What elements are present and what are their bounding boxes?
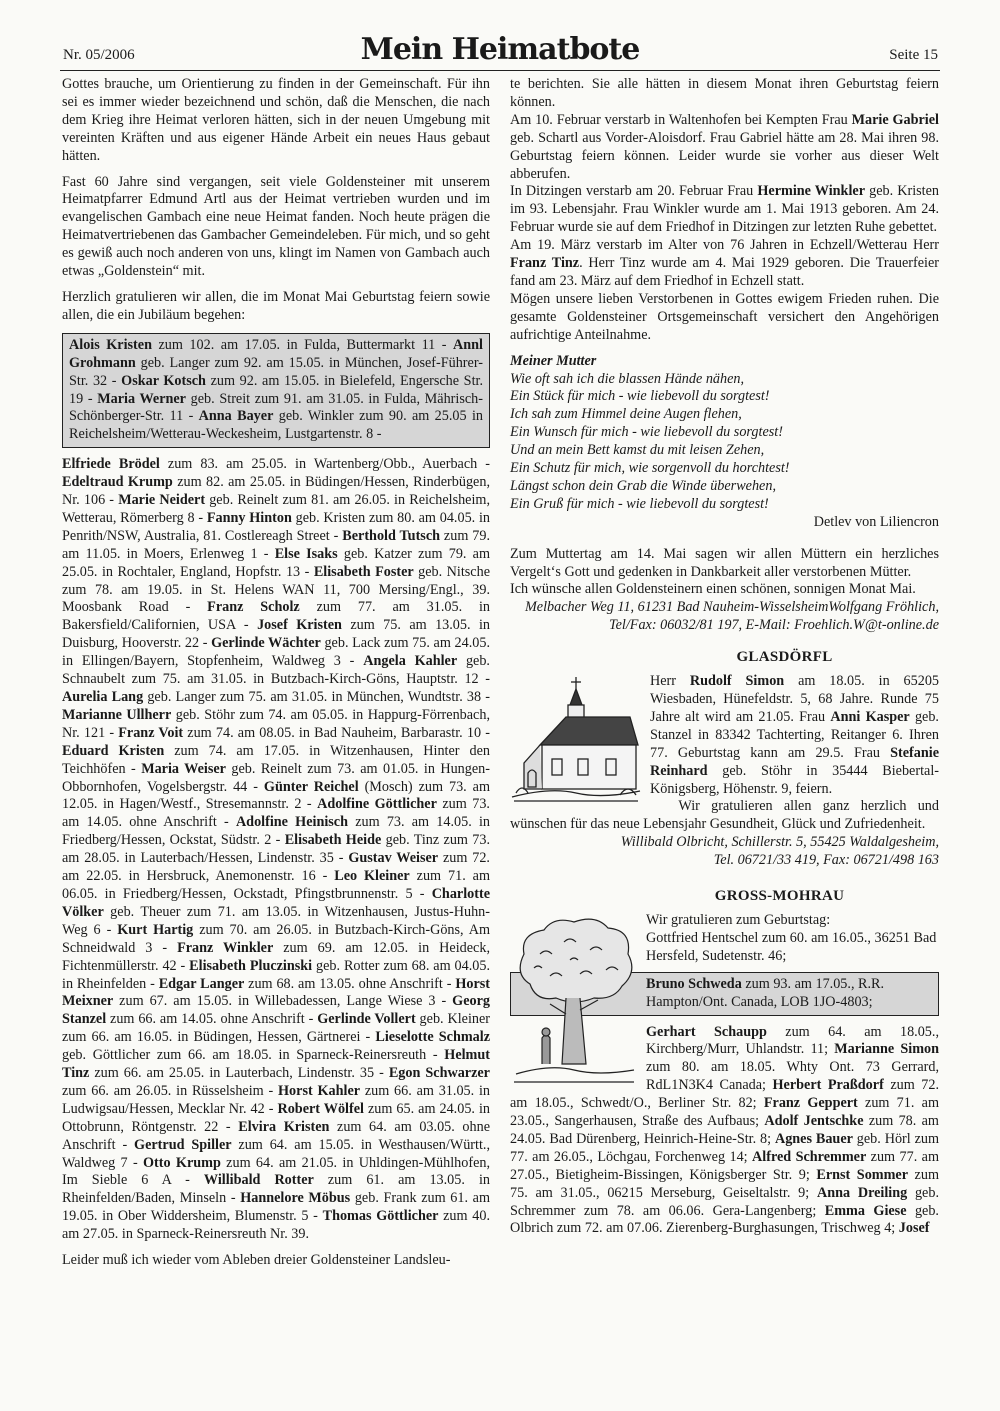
person-details: geb. Kristen zum 80. am 04.05. in Penrith/NSW, Australia, 81. Costlereagh Street -	[62, 509, 491, 544]
person-details: zum 72. am 18.05., Schwedt/O., Berliner Str. 82;	[510, 1077, 939, 1112]
person-name: Edgar Langer	[158, 975, 245, 992]
person-name: Helmut Tinz	[62, 1047, 490, 1082]
person-details: zum 92. am 15.05. in Bielefeld, Engersche Str. 19 -	[69, 372, 484, 407]
person-details: Herr	[650, 673, 690, 690]
tree-illustration	[510, 914, 638, 1086]
person-details: zum 72. am 22.05. in Hersbruck, Anemonenstr. 16 -	[62, 850, 490, 885]
person-name: Marie Neidert	[118, 492, 206, 509]
person-details: geb. Frank zum 61. am 19.05. in Ober Widdersheim, Blumenstr. 5 -	[62, 1190, 490, 1225]
person-details: zum 73. am 14.05. ohne Anschrift -	[62, 796, 490, 831]
mothers-day-paragraph: Zum Muttertag am 14. Mai sagen wir allen Müttern ein herzliches Vergelt‘s Gott und gedenken in Dankbarkeit aller verstorbenen Mütter.	[510, 545, 939, 580]
person-name: Horst Kahler	[278, 1082, 361, 1099]
gambach-paragraph: Fast 60 Jahre sind vergangen, seit viele Goldensteiner mit unserem Heimatpfarrer Edmund Artl aus der Heimat vertrieben wurden und im evangelischen Gambach eine neue Heimat fanden. Noch heute prägen die Heimatvertriebenen das Gambacher Gemeindeleben. Für mich, und so geht es gewiß auch noch anderen von uns, klingt im Namen von Gambach auch etwas „Goldenstein“ mit.	[62, 173, 490, 280]
glasdorfl-section	[510, 673, 939, 834]
person-name: Günter Reichel	[263, 778, 359, 795]
person-name: Alois Kristen	[69, 336, 152, 353]
person-name: Elfriede Brödel	[62, 456, 160, 473]
person-name: Robert Wölfel	[277, 1100, 364, 1117]
person-name: Otto Krump	[143, 1154, 221, 1171]
person-name: Josef	[898, 1220, 930, 1237]
poem-line: Ein Schutz für mich, wie sorgenvoll du horchtest!	[510, 460, 790, 477]
obituary-winkler: In Ditzingen verstarb am 20. Februar Frau Hermine Winkler geb. Kristen im 93. Lebensjahr. Frau Winkler wurde am 1. Mai 1913 geboren. Am 24. Februar wurde sie auf dem Friedhof in Ditzingen zur letzten Ruhe gebettet.	[510, 183, 940, 236]
person-name: Oskar Kotsch	[121, 372, 206, 389]
senior-birthdays-box	[62, 333, 490, 448]
person-details: zum 70. am 26.05. in Butzbach-Kirch-Göns, Am Schneidwald 3 -	[62, 921, 491, 956]
person-name: Hannelore Möbus	[240, 1190, 351, 1207]
person-details: zum 74. am 17.05. in Witzenhausen, Hinter den Teichhöfen -	[62, 742, 491, 777]
person-details: am 18.05. in 65205 Wiesbaden, Hünefeldstr. 5, 68 Jahre. Runde 75 Jahre alt wird am 21.05. Frau	[650, 673, 939, 725]
person-details: geb. Reinelt zum 73. am 01.05. in Hungen-Obbornhofen, Vogelsbergstr. 44 -	[62, 760, 490, 795]
person-details: geb. Reinelt zum 81. am 26.05. in Reichelsheim, Wetterau, Römerberg 8 -	[62, 492, 491, 526]
person-name: Marianne Simon	[834, 1041, 939, 1058]
left-column	[62, 76, 490, 1278]
person-name: Stefanie Reinhard	[650, 744, 939, 779]
may-wish-paragraph: Ich wünsche allen Goldensteinern einen schönen, sonnigen Monat Mai. Wolfgang Fröhlich,	[510, 581, 939, 616]
person-details: zum 69. am 12.05. in Heideck, Fichtenmüllerstr. 42 -	[62, 939, 490, 974]
person-details: zum 75. am 31.05., 06215 Merseburg, Geiseltalstr. 9;	[510, 1166, 939, 1201]
person-details: zum 78. am 24.05. Bad Dürenberg, Heinrich-Heine-Str. 8;	[510, 1113, 939, 1147]
person-details: zum 64. am 03.05. ohne Anschrift -	[62, 1118, 490, 1153]
person-name: Georg Stanzel	[62, 993, 490, 1028]
person-name: Gerhart Schaupp	[646, 1023, 767, 1040]
person-details: zum 66. am 14.05. ohne Anschrift -	[106, 1011, 318, 1028]
poem-line: Ein Wunsch für mich - wie liebevoll du sorgtest!	[510, 424, 783, 441]
person-name: Herbert Praßdorf	[772, 1077, 884, 1094]
person-details: geb. Katzer zum 79. am 25.05. in Rochtaler, England, Hopfstr. 13 -	[62, 545, 490, 580]
person-name: Annl Grohmann	[69, 336, 483, 371]
right-column	[510, 76, 939, 1238]
person-details: zum 66. am 25.05. in Lauterbach, Lindenstr. 35 -	[89, 1065, 389, 1082]
person-details: geb. Nitsche zum 78. am 19.05. in St. Helens WAN 11, 700 Mersing/Engl., 39. Moosbank Road -	[62, 563, 490, 616]
person-name: Maria Werner	[97, 390, 186, 407]
person-name: Emma Giese	[824, 1202, 907, 1219]
person-details: zum 68. am 13.05. ohne Anschrift -	[244, 975, 456, 992]
person-details: zum 83. am 25.05. in Wartenberg/Obb., Auerbach -	[159, 456, 490, 473]
person-details: geb. Hörl zum 77. am 26.05., Löchgau, Forchenweg 14;	[510, 1130, 939, 1165]
person-details: zum 64. am 15.05. in Westhausen/Württ., Waldweg 7 -	[62, 1136, 491, 1171]
person-name: Angela Kahler	[363, 653, 458, 670]
person-name: Elvira Kristen	[238, 1118, 330, 1135]
person-name: Thomas Göttlicher	[322, 1208, 439, 1225]
person-details: zum 64. am 21.05. in Uhldingen-Mühlhofen, Im Sieble 6 A -	[62, 1154, 491, 1189]
person-details: geb. Olbrich zum 72. am 07.06. Zierenberg-Burghasungen, Trischweg 4;	[510, 1202, 939, 1237]
person-details: zum 67. am 15.05. in Willebadessen, Lange Wiese 3 -	[113, 993, 453, 1010]
poem-line: Längst schon dein Grab die Winde überwehen,	[510, 477, 776, 494]
person-name: Gertrud Spiller	[134, 1136, 232, 1153]
person-name: Elisabeth Heide	[284, 832, 382, 849]
person-name: Adolfine Göttlicher	[317, 796, 437, 813]
person-details: zum 75. am 13.05. in Duisburg, Hooverstr. 22 -	[62, 617, 490, 652]
person-name: Willibald Rotter	[203, 1172, 314, 1189]
glasdorfl-signature-address: Willibald Olbricht, Schillerstr. 5, 55425 Waldalgesheim,	[620, 834, 939, 851]
person-name: Adolf Jentschke	[764, 1113, 864, 1130]
person-name: Gustav Weiser	[348, 850, 439, 867]
person-name: Edeltraud Krump	[62, 474, 173, 491]
poem	[510, 371, 939, 514]
person-name: Egon Schwarzer	[388, 1065, 490, 1082]
person-details: geb. Schremmer zum 78. am 06.06. Gera-Langenberg;	[510, 1184, 939, 1219]
chapel-illustration	[510, 675, 642, 805]
person-name: Rudolf Simon	[689, 673, 785, 690]
glasdorfl-signature-contact: Tel. 06721/33 419, Fax: 06721/498 163	[713, 852, 939, 869]
person-name: Josef Kristen	[257, 617, 342, 634]
person-details: zum 74. am 08.05. in Bad Nauheim, Barbarastr. 10 -	[183, 724, 490, 741]
poem-author: Detlev von Liliencron	[813, 513, 939, 530]
person-details: geb. Lack zum 75. am 24.05. in Ellingen/Bayern, Stopfenheim, Waldweg 3 -	[62, 635, 490, 670]
person-name: Kurt Hartig	[117, 921, 194, 938]
poem-title: Meiner Mutter	[510, 352, 597, 369]
gross-mohrau-heading: GROSS-MOHRAU	[714, 888, 845, 905]
person-details: zum 79. am 11.05. in Moers, Erlenweg 1 -	[62, 527, 491, 562]
poem-line: Ein Stück für mich - wie liebevoll du sorgtest!	[510, 388, 770, 405]
signature-name: Wolfgang Fröhlich,	[828, 599, 939, 616]
gross-mohrau-section	[510, 912, 939, 1238]
person-name: Franz Geppert	[763, 1095, 858, 1112]
signature-address: Melbacher Weg 11, 61231 Bad Nauheim-Wisselsheim	[524, 599, 829, 616]
person-name: Elisabeth Pluczinski	[189, 957, 313, 974]
masthead-title: Mein Heimatbote	[360, 32, 640, 67]
person-details: geb. Stöhr zum 74. am 05.05. in Happurg-Förrenbach, Nr. 121 -	[62, 706, 490, 741]
obituary-gabriel: Am 10. Februar verstarb in Waltenhofen bei Kempten Frau Marie Gabriel geb. Schartl aus Vorder-Aloisdorf. Frau Gabriel hätte am 28. Mai ihren 98. Geburtstag feiern können. Leider wurde sie vorher aus dieser Welt abberufen.	[510, 111, 939, 182]
person-details: geb. Langer zum 92. am 15.05. in München, Josef-Führer-Str. 32 -	[69, 354, 483, 389]
person-name: Lieselotte Schmalz	[375, 1029, 490, 1046]
person-details: geb. Langer zum 75. am 31.05. in München, Wundtstr. 38 -	[143, 689, 491, 705]
poem-line: Und an mein Bett kamst du mit leisen Zehen,	[510, 442, 765, 459]
person-details: zum 73. am 14.05. in Friedberg/Hessen, Ockstat, Südstr. 2 -	[62, 814, 491, 849]
person-name: Elisabeth Foster	[313, 563, 414, 580]
condolence-paragraph: Mögen unsere lieben Verstorbenen in Gottes ewigem Frieden ruhen. Die gesamte Goldensteiner Ortsgemeinschaft versichert den Angehörigen aufrichtige Anteilnahme.	[510, 290, 939, 343]
person-name: Franz Voit	[118, 724, 184, 741]
person-details: geb. Tinz zum 73. am 28.05. in Lauterbach/Hessen, Lindenstr. 35 -	[62, 832, 491, 867]
person-details: zum 77. am 31.05. in Bakersfield/Californien, USA -	[62, 599, 491, 634]
person-details: geb. Theuer zum 71. am 13.05. in Witzenhausen, Justus-Huhn-Weg 6 -	[62, 903, 490, 938]
person-name: Leo Kleiner	[334, 868, 410, 885]
person-name: Fanny Hinton	[206, 509, 292, 526]
person-name: Ernst Sommer	[816, 1166, 909, 1183]
page-number: Seite 15	[889, 47, 938, 63]
person-details: zum 61. am 13.05. in Rheinfelden/Baden, Minseln -	[62, 1172, 490, 1207]
person-details: geb. Schnaubelt zum 75. am 31.05. in Butzbach-Kirch-Göns, Hauptstr. 12 -	[62, 653, 490, 688]
poem-line: Wie oft sah ich die blassen Hände nähen,	[510, 370, 745, 387]
poem-line: Ein Gruß für mich - wie liebevoll du sorgtest!	[510, 495, 769, 512]
person-details: zum 40. am 27.05. in Sparneck-Reinersreuth Nr. 39.	[62, 1208, 490, 1243]
person-name: Horst Meixner	[62, 975, 490, 1010]
person-name: Anna Dreiling	[816, 1184, 908, 1201]
person-details: geb. Göttlicher zum 66. am 18.05. in Sparneck-Reinersreuth -	[62, 1047, 445, 1064]
person-name: Franz Winkler	[177, 939, 274, 956]
person-name: Aurelia Lang	[62, 689, 144, 705]
person-name: Maria Weiser	[141, 760, 226, 777]
person-details: zum 66. am 31.05. in Ludwigsau/Hessen, Mecklar Nr. 42 -	[62, 1082, 491, 1117]
person-details: zum 71. am 06.05. in Friedberg/Hessen, Ockstadt, Pfingstbrunnenstr. 5 -	[62, 868, 490, 902]
person-name: Gerlinde Vollert	[317, 1011, 416, 1028]
person-name: Franz Scholz	[207, 599, 300, 616]
person-name: Else Isaks	[274, 545, 338, 562]
congrats-intro: Herzlich gratulieren wir allen, die im Monat Mai Geburtstag feiern sowie allen, die ein Jubiläum begehen:	[62, 288, 490, 323]
gross-mohrau-first: Gottfried Hentschel zum 60. am 16.05., 36251 Bad Hersfeld, Sudetenstr. 46;	[646, 929, 937, 964]
continuation-paragraph: te berichten. Sie alle hätten in diesem Monat ihren Geburtstag feiern können.	[510, 76, 939, 110]
person-details: zum 77. am 27.05., Bietigheim-Bissingen, Königsberger Str. 9;	[510, 1148, 939, 1183]
person-name: Gerlinde Wächter	[211, 635, 321, 652]
glasdorfl-heading: GLASDÖRFL	[736, 649, 833, 666]
signature-contact: Tel/Fax: 06032/81 197, E-Mail: Froehlich.W@t-online.de	[609, 617, 939, 634]
person-details: geb. Winkler zum 90. am 25.05 in Reichelsheim/Wetterau-Weckesheim, Lustgartenstr. 8 -	[69, 408, 483, 443]
person-name: Berthold Tutsch	[342, 527, 441, 544]
person-details: zum 65. am 24.05. in Ottobrunn, Röntgenstr. 22 -	[62, 1100, 491, 1135]
person-details: (Mosch) zum 73. am 12.05. in Hagen/Westf., Stresemannstr. 2 -	[62, 778, 490, 813]
person-name: Anni Kasper	[830, 708, 910, 725]
person-name: Marianne Ullherr	[62, 706, 172, 723]
person-details: zum 80. am 18.05. Whty Ont. 73 Gerrard, RdL1N3K4 Canada;	[646, 1059, 939, 1094]
poem-line: Ich sah zum Himmel deine Augen flehen,	[510, 406, 742, 423]
person-details: geb. Stanzel in 83342 Tachterting, Reitanger 6. Ihren 77. Geburtstag kann am 29.5. Frau	[650, 708, 939, 761]
person-details: geb. Kleiner zum 66. am 16.05. in Büdingen, Hessen, Gärtnerei -	[62, 1011, 490, 1046]
person-name: Charlotte Völker	[62, 885, 490, 920]
glasdorfl-wishes: Wir gratulieren allen ganz herzlich und wünschen für das neue Lebensjahr Gesundheit, Glück und Zufriedenheit.	[510, 798, 939, 833]
person-name: Eduard Kristen	[62, 742, 165, 759]
person-details: geb. Stöhr in 35444 Biebertal-Königsberg, Höhenstr. 9, feiern.	[650, 762, 939, 797]
person-name: Agnes Bauer	[774, 1130, 853, 1147]
gross-mohrau-box: Bruno Schweda zum 93. am 17.05., R.R. Hampton/Ont. Canada, LOB 1JO-4803;	[510, 972, 939, 1016]
person-details: zum 82. am 25.05. in Büdingen/Hessen, Rinderbügen, Nr. 106 -	[62, 474, 490, 509]
person-details: zum 66. am 26.05. in Rüsselsheim -	[62, 1082, 279, 1099]
intro-paragraph: Gottes brauche, um Orientierung zu finden in der Gemeinschaft. Für ihn sei es immer wieder bezeichnend und schön, daß die Menschen, die nach dem Krieg ihre Heimat verloren hätten, sich in der neuen Umgebung mit vereinten Kräften und aus eigener Hände Arbeit ein neues Haus gebaut hätten.	[62, 76, 490, 164]
person-details: zum 102. am 17.05. in Fulda, Buttermarkt 11 -	[151, 336, 454, 353]
person-details: zum 71. am 23.05., Sangerhausen, Straße des Aufbaus;	[510, 1095, 939, 1130]
person-name: Adolfine Heinisch	[235, 814, 348, 831]
obituary-tinz: Am 19. März verstarb im Alter von 76 Jahren in Echzell/Wetterau Herr Franz Tinz. Herr Tinz wurde am 4. Mai 1929 geboren. Die Trauerfeier fand am 23. März auf dem Friedhof in Echzell statt.	[510, 237, 939, 289]
person-details: geb. Rotter zum 68. am 04.05. in Rheinfelden -	[62, 957, 490, 992]
person-name: Anna Bayer	[198, 408, 274, 425]
birthday-list	[62, 456, 490, 1244]
person-details: geb. Streit zum 91. am 31.05. in Fulda, Mährisch-Schönberger-Str. 11 -	[69, 390, 483, 425]
gross-mohrau-intro: Wir gratulieren zum Geburtstag:	[646, 911, 831, 928]
issue-number: Nr. 05/2006	[63, 47, 135, 63]
person-details: zum 64. am 18.05., Kirchberg/Murr, Uhlandstr. 11;	[646, 1023, 939, 1058]
closing-line: Leider muß ich wieder vom Ableben dreier Goldensteiner Landsleu-	[62, 1252, 451, 1269]
person-name: Alfred Schremmer	[752, 1148, 867, 1165]
header-rule	[60, 70, 940, 71]
